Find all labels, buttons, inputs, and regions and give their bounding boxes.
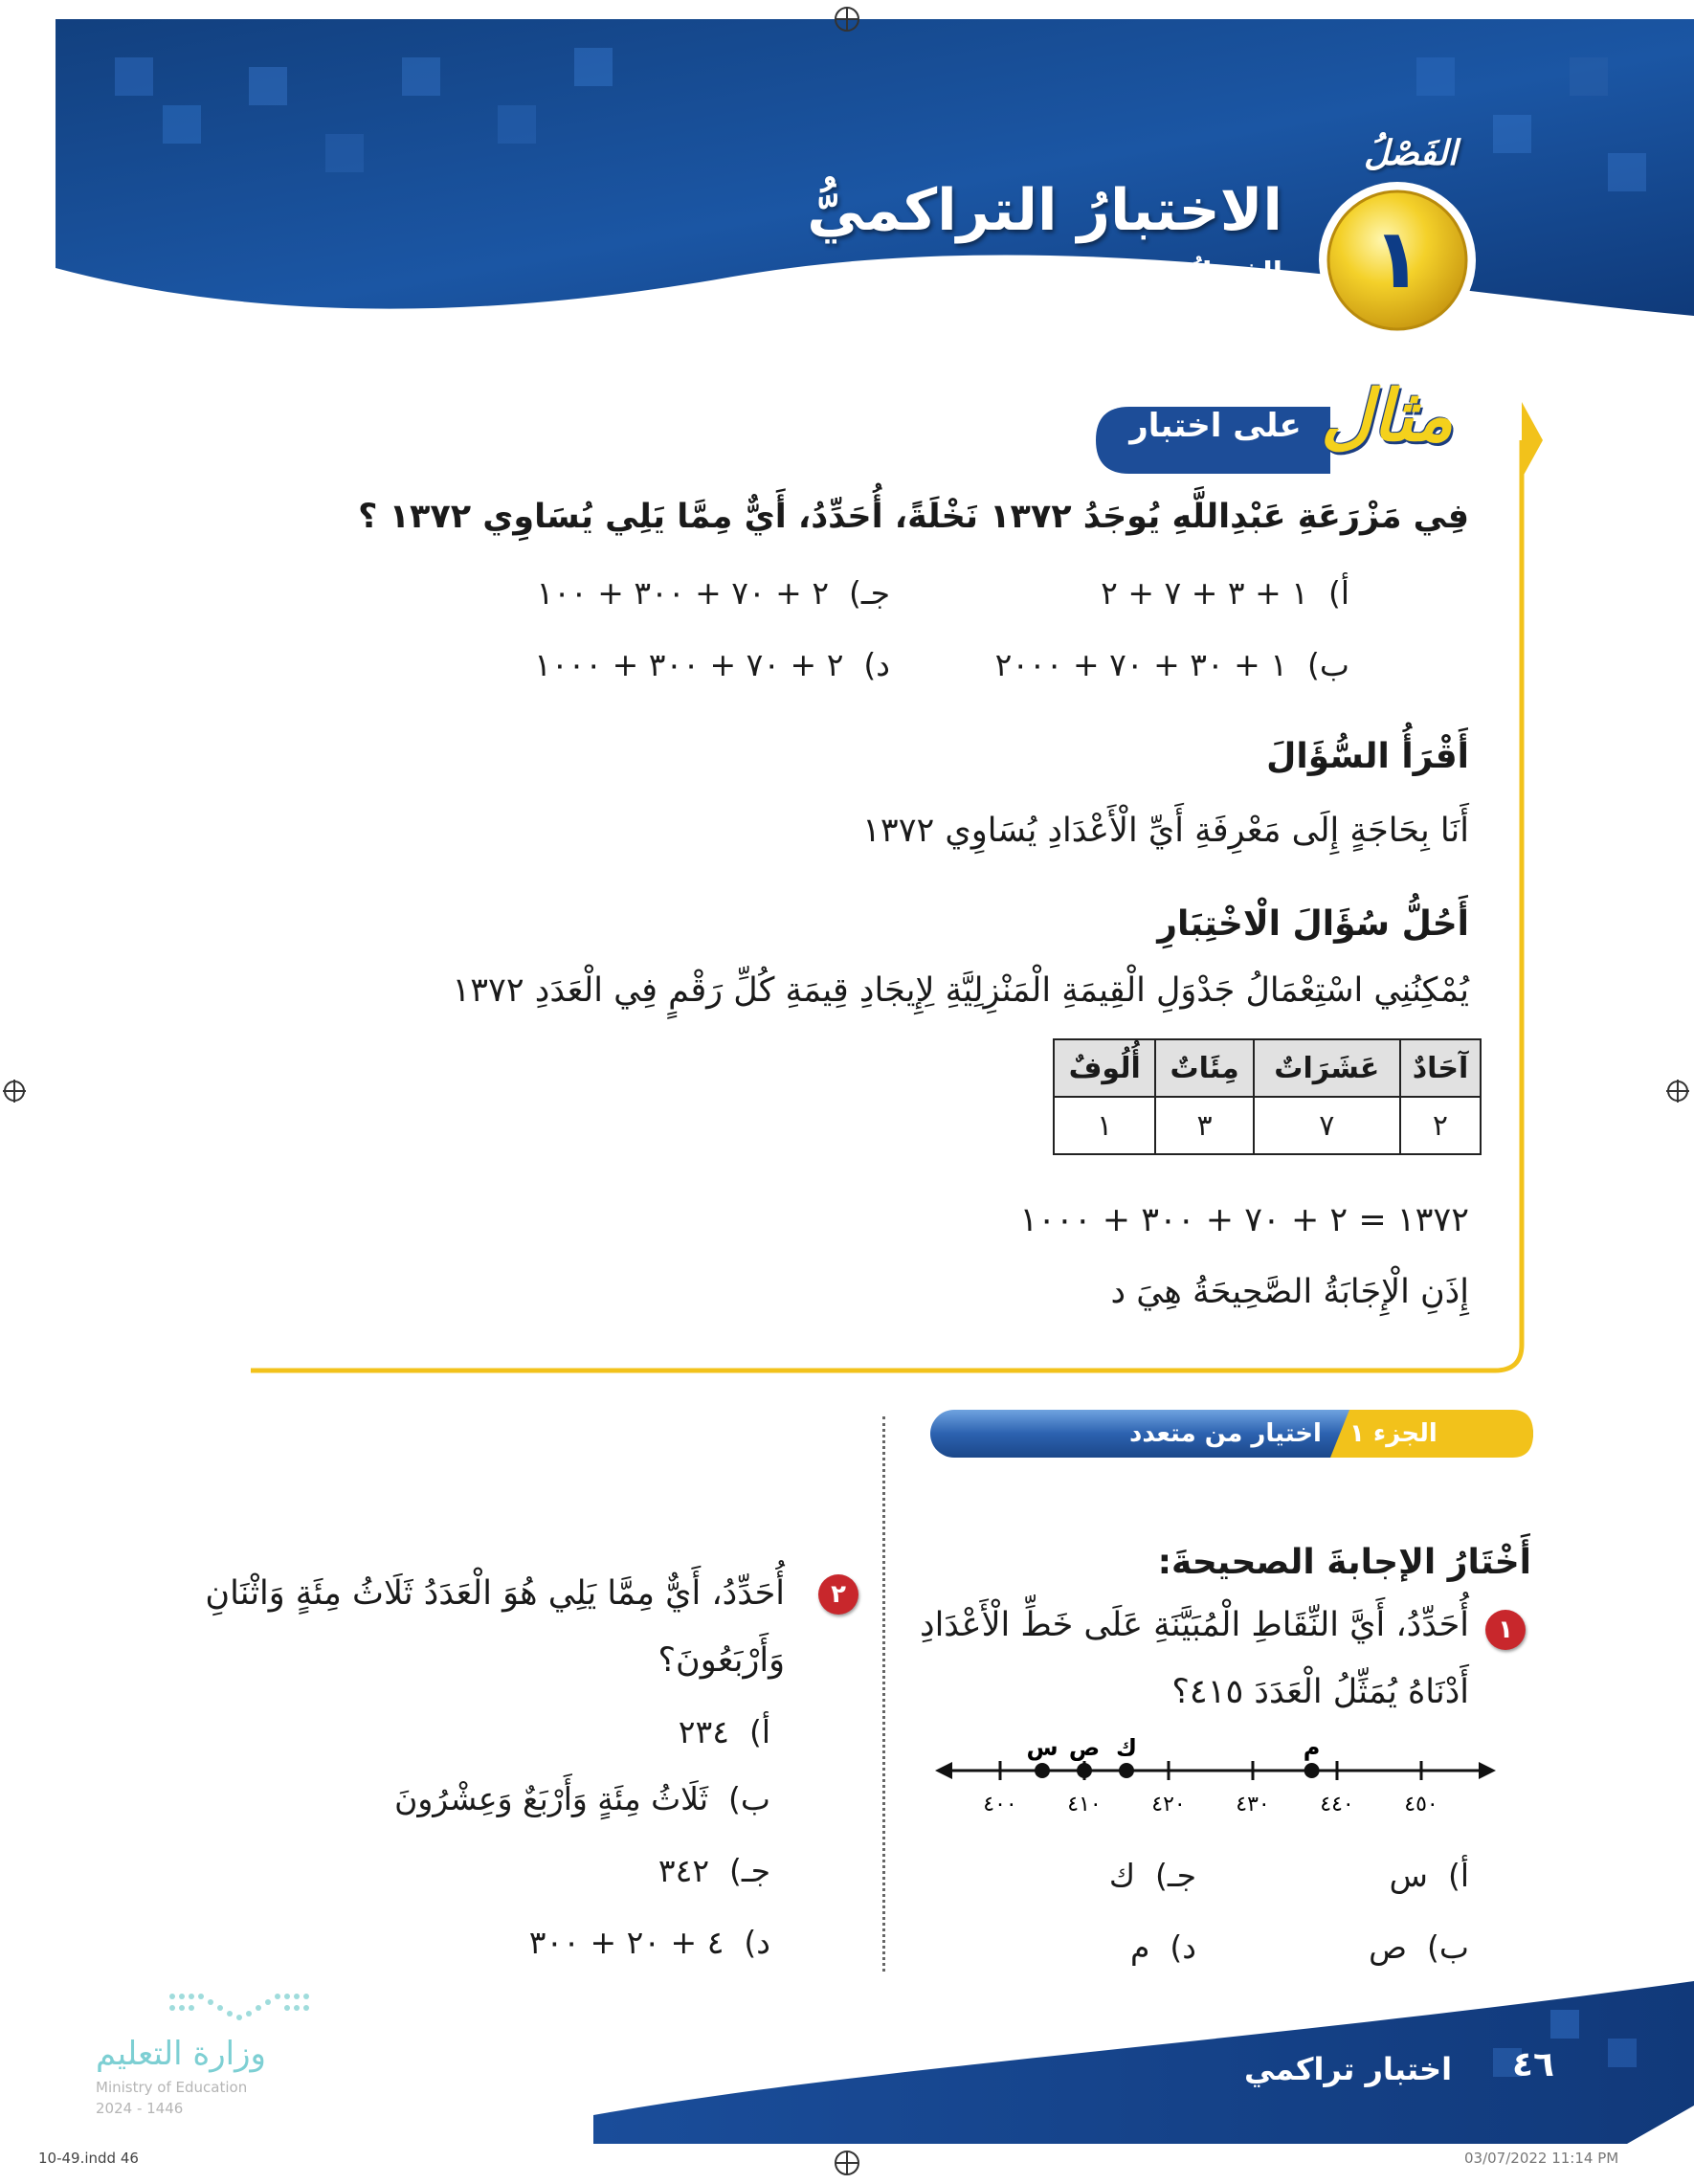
table-header: أُلُوفٌ — [1054, 1039, 1155, 1097]
table-header-row — [1054, 1039, 1481, 1097]
option-text: ص — [1369, 1928, 1408, 1966]
option-letter: أ) — [748, 1713, 770, 1750]
read-question-heading: أَقْرَأُ السُّؤَالَ — [1266, 737, 1469, 776]
registration-mark-icon — [0, 1077, 29, 1105]
example-option-c — [537, 574, 890, 612]
instruction-heading: أَخْتَارُ الإجابةَ الصحيحةَ: — [1157, 1543, 1531, 1582]
option-text: ٢٣٤ — [678, 1713, 729, 1750]
footer-title: اختبار تراكمي — [1244, 2051, 1453, 2087]
table-cell: ٧ — [1254, 1097, 1400, 1154]
example-option-b — [995, 646, 1349, 683]
chapter-label: الفَصْلُ — [1364, 134, 1458, 173]
example-option-a — [1101, 574, 1349, 612]
option-letter: جـ) — [1155, 1857, 1196, 1894]
q1-text-line1: أُحَدِّدُ، أَيَّ النِّقَاطِ الْمُبَيَّنَةِ عَلَى خَطِّ الْأَعْدَادِ — [920, 1606, 1469, 1644]
table-header: مِئَاتٌ — [1155, 1039, 1253, 1097]
option-letter: د) — [863, 646, 890, 683]
q2-text-line2: وَأَرْبَعُونَ؟ — [658, 1641, 785, 1680]
number-line-tick-label: ٤٢٠ — [1151, 1793, 1186, 1816]
number-line-point-label: ك — [1116, 1734, 1137, 1761]
q2-option-a — [679, 1713, 770, 1750]
table-cell: ١ — [1054, 1097, 1155, 1154]
number-line-tick-label: ٤٣٠ — [1236, 1793, 1270, 1816]
option-letter: ب) — [728, 1780, 770, 1817]
answer-text: إِذَنِ الْإِجَابَةُ الصَّحِيحَةُ هِيَ د — [1110, 1273, 1469, 1311]
option-text: ٤ + ٢٠ + ٣٠٠ — [528, 1924, 724, 1961]
option-text: ١ + ٣ + ٧ + ٢ — [1101, 574, 1308, 612]
equation: ١٣٧٢ = ٢ + ٧٠ + ٣٠٠ + ١٠٠٠ — [1019, 1201, 1469, 1239]
number-line-point — [1119, 1763, 1134, 1778]
number-line-tick-label: ٤٤٠ — [1320, 1793, 1354, 1816]
q1-text-line2: أَدْنَاهُ يُمَثِّلُ الْعَدَدَ ٤١٥؟ — [1171, 1673, 1469, 1711]
table-row — [1054, 1097, 1481, 1154]
print-date: 03/07/2022 11:14 PM — [1464, 2150, 1619, 2167]
part-title: اختيار من متعدد — [1129, 1419, 1322, 1448]
print-file-info: 10-49.indd 46 — [38, 2150, 139, 2167]
table-cell: ٣ — [1155, 1097, 1253, 1154]
option-letter: ب) — [1427, 1928, 1469, 1966]
number-line-point — [1077, 1763, 1092, 1778]
option-letter: ب) — [1307, 646, 1349, 683]
ministry-logo-icon — [163, 1989, 316, 2027]
option-text: ٢ + ٧٠ + ٣٠٠ + ١٠٠٠ — [534, 646, 844, 683]
option-text: ٢ + ٧٠ + ٣٠٠ + ١٠٠ — [536, 574, 830, 612]
ministry-name-arabic: وزارة التعليم — [96, 2035, 266, 2073]
number-line-tick-label: ٤٥٠ — [1404, 1793, 1438, 1816]
number-line-point — [1035, 1763, 1050, 1778]
question-number-badge: ١ — [1485, 1610, 1526, 1650]
solve-question-text: يُمْكِنُنِي اسْتِعْمَالُ جَدْوَلِ الْقِيمَةِ الْمَنْزِلِيَّةِ لِإِيجَادِ قِيمَةِ كُلِّ رَقْمٍ فِي الْعَدَدِ ١٣٧٢ — [452, 971, 1469, 1010]
option-text: ١ + ٣٠ + ٧٠ + ٢٠٠٠ — [994, 646, 1288, 683]
number-line — [933, 1723, 1507, 1818]
question-number-badge: ٢ — [818, 1574, 858, 1615]
number-line-tick-label: ٤١٠ — [1067, 1793, 1102, 1816]
q1-option-c — [1109, 1857, 1196, 1894]
registration-mark-icon — [1663, 1077, 1692, 1105]
number-line-point — [1304, 1763, 1320, 1778]
option-letter: أ) — [1327, 574, 1349, 612]
page-number: ٤٦ — [1512, 2045, 1554, 2084]
number-line-point-label: س — [1026, 1734, 1059, 1761]
q1-option-a — [1390, 1857, 1469, 1894]
example-banner-sub: على اختبار — [1129, 407, 1302, 445]
table-cell: ٢ — [1400, 1097, 1481, 1154]
option-text: ك — [1108, 1857, 1136, 1894]
ministry-name-english: Ministry of Education — [96, 2079, 248, 2096]
q2-option-b — [394, 1780, 770, 1817]
table-header: عَشَرَاتٌ — [1254, 1039, 1400, 1097]
read-question-text: أَنَا بِحَاجَةٍ إِلَى مَعْرِفَةِ أَيِّ الْأَعْدَادِ يُسَاوِي ١٣٧٢ — [862, 812, 1469, 850]
example-option-d — [534, 646, 890, 683]
option-letter: جـ) — [729, 1852, 770, 1889]
part-label: الجزء ١ — [1349, 1419, 1438, 1448]
table-header: آحَادٌ — [1400, 1039, 1481, 1097]
q2-text-line1: أُحَدِّدُ، أَيٌّ مِمَّا يَلِي هُوَ الْعَدَدُ ثَلَاثُ مِئَةٍ وَاثْنَانِ — [205, 1574, 785, 1613]
chapter-number: ١ — [1371, 212, 1423, 307]
solve-question-heading: أَحُلُّ سُؤَالَ الْاخْتِبَارِ — [1157, 904, 1469, 944]
option-text: ثَلَاثُ مِئَةٍ وَأَرْبَعٌ وَعِشْرُونَ — [394, 1780, 709, 1817]
option-letter: د) — [744, 1924, 770, 1961]
number-line-tick-label: ٤٠٠ — [983, 1793, 1017, 1816]
option-text: س — [1389, 1857, 1428, 1894]
option-text: ٣٤٢ — [658, 1852, 710, 1889]
place-value-table — [1053, 1038, 1482, 1155]
option-letter: جـ) — [849, 574, 890, 612]
number-line-point-label: ص — [1068, 1734, 1101, 1761]
option-letter: د) — [1170, 1928, 1196, 1966]
option-text: م — [1130, 1928, 1150, 1966]
example-banner-main: مثال — [1321, 375, 1454, 457]
ministry-year: 2024 - 1446 — [96, 2100, 184, 2117]
example-question: فِي مَزْرَعَةِ عَبْدِاللَّهِ يُوجَدُ ١٣٧٢ نَخْلَةً، أُحَدِّدُ، أَيٌّ مِمَّا يَلِي يُسَاوِي ١٣٧٢ ؟ — [358, 498, 1469, 536]
page-title: الاختبارُ التراكميُّ — [807, 177, 1282, 244]
column-divider — [882, 1416, 885, 1972]
option-letter: أ) — [1447, 1857, 1469, 1894]
q2-option-c — [658, 1852, 770, 1889]
page-subtitle: الفصلُ ١ — [1159, 256, 1282, 290]
number-line-point-label: م — [1303, 1734, 1321, 1761]
